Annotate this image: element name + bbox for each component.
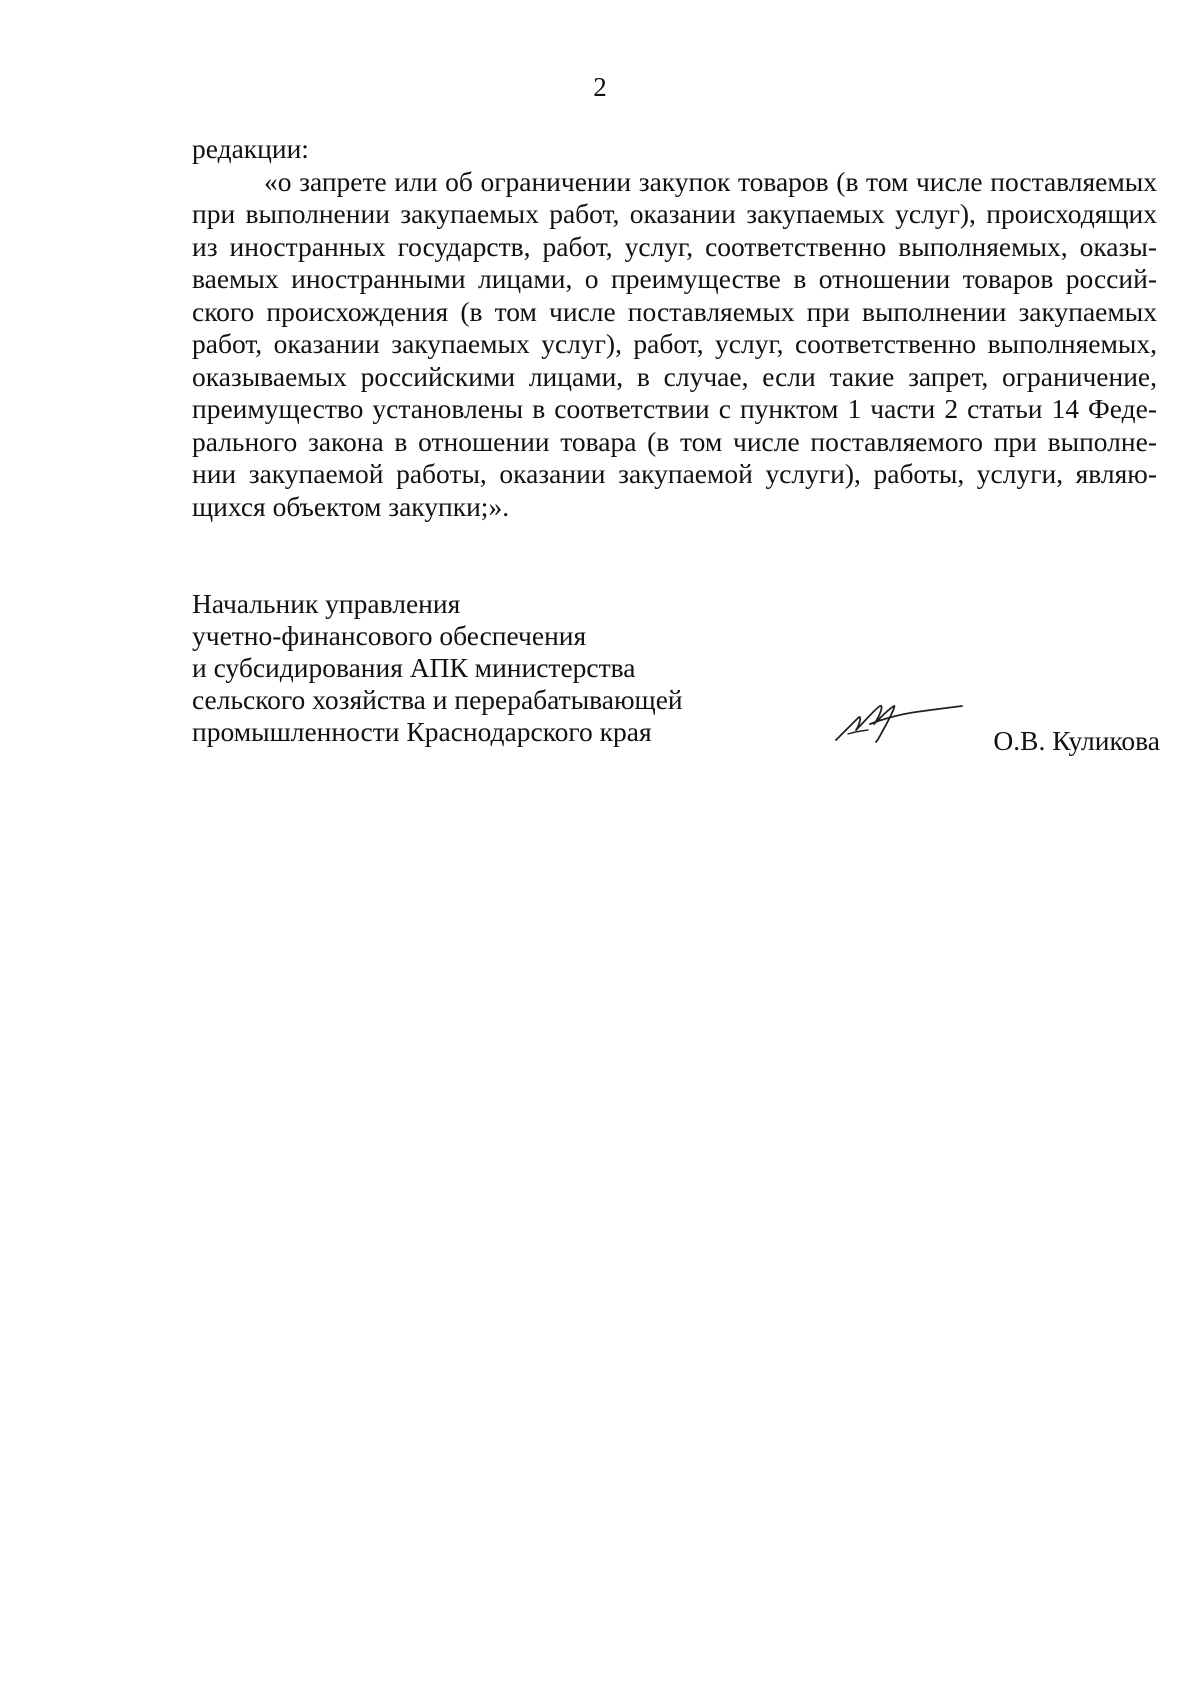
text-line: из иностранных государств, работ, услуг, соответственно выполняемых, оказы- — [192, 230, 1157, 262]
signatory-line: и субсидирования АПК министерства — [192, 652, 636, 683]
text-line: редакции: — [192, 133, 309, 164]
text-line: работ, оказании закупаемых услуг), работ, услуг, соответственно выполняемых, — [192, 328, 1157, 359]
signatory-line: сельского хозяйства и перерабатывающей — [192, 684, 683, 715]
signer-name: О.В. Куликова — [993, 725, 1160, 756]
text-line: ского происхождения (в том числе поставляемых при выполнении закупаемых — [192, 295, 1157, 327]
signatory-title — [192, 588, 752, 748]
body-text — [192, 133, 1157, 523]
signatory-line: Начальник управления — [192, 588, 461, 619]
text-line: оказываемых российскими лицами, в случае, если такие запрет, ограничение, — [192, 360, 1157, 392]
signatory-line: учетно-финансового обеспечения — [192, 620, 587, 651]
page-number: 2 — [593, 72, 607, 102]
text-line: при выполнении закупаемых работ, оказании закупаемых услуг), происходящих — [192, 198, 1157, 229]
signatory-line: промышленности Краснодарского края — [192, 716, 652, 747]
text-line: преимущество установлены в соответствии с пунктом 1 части 2 статьи 14 Феде- — [192, 393, 1157, 424]
text-line: рального закона в отношении товара (в том числе поставляемого при выполне- — [192, 425, 1157, 457]
text-line: «о запрете или об ограничении закупок товаров (в том числе поставляемых — [264, 165, 1157, 197]
text-line: ваемых иностранными лицами, о преимуществе в отношении товаров россий- — [192, 263, 1157, 294]
text-line: нии закупаемой работы, оказании закупаемой услуги), работы, услуги, являю- — [192, 458, 1157, 489]
handwritten-signature — [830, 694, 970, 750]
text-line: щихся объектом закупки;». — [192, 490, 510, 522]
